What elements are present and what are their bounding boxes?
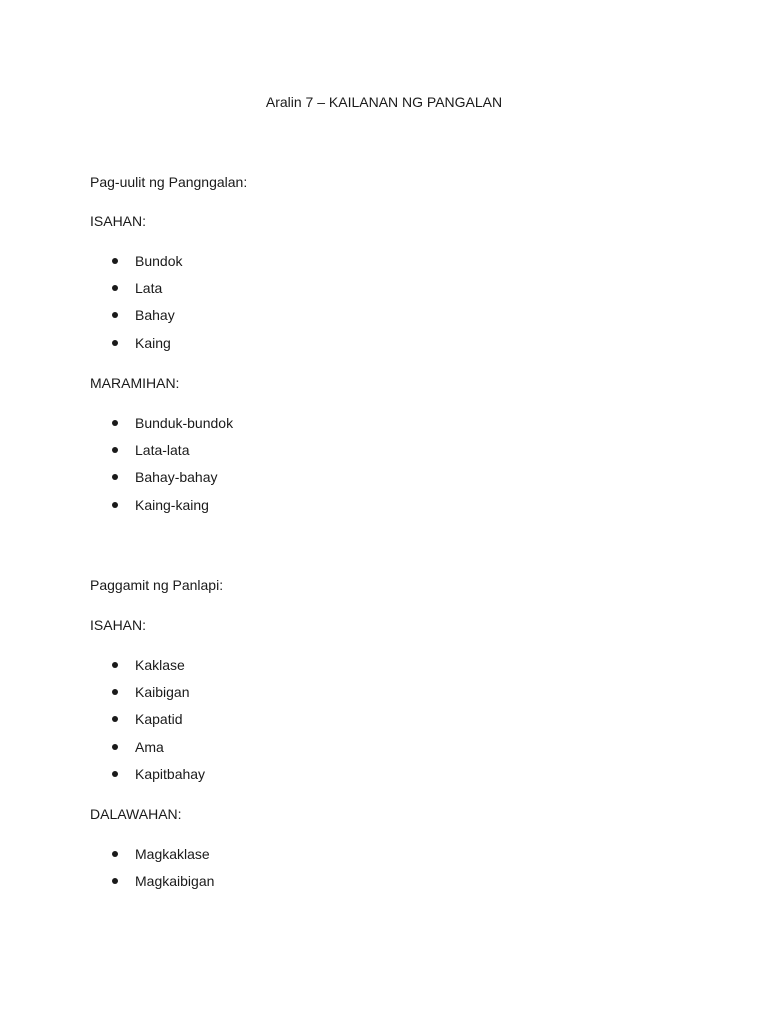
bullet-icon [112,689,118,695]
document-title: Aralin 7 – KAILANAN NG PANGALAN [265,94,503,110]
bullet-icon [112,420,118,426]
bullet-icon [112,716,118,722]
isahan-label: ISAHAN: [90,213,147,229]
bullet-icon [112,447,118,453]
bullet-icon [112,502,118,508]
bullet-icon [112,340,118,346]
bullet-icon [112,878,118,884]
document-page: Aralin 7 – KAILANAN NG PANGALAN Pag-uulit ng Pangngalan: ISAHAN: Bundok Lata Bahay Kaing MARAMIHAN: Bunduk-bundok Lata-lata Bahay-bahay Kaing-kaing Paggamit ng Panlapi: ISAHAN: Kaklase Kaibigan Kapatid Ama Kapitbahay DALAWAHAN: Magkaklase Magkaibigan [0,0,768,1024]
bullet-icon [112,662,118,668]
bullet-icon [112,771,118,777]
bullet-icon [112,744,118,750]
section-heading-pag-uulit: Pag-uulit ng Pangngalan: [90,174,248,190]
bullet-icon [112,851,118,857]
dalawahan-label: DALAWAHAN: [90,806,182,822]
bullet-icon [112,312,118,318]
maramihan-label: MARAMIHAN: [90,375,180,391]
section-heading-paggamit: Paggamit ng Panlapi: [90,577,224,593]
bullet-icon [112,258,118,264]
bullet-icon [112,285,118,291]
bullet-icon [112,474,118,480]
isahan-label-2: ISAHAN: [90,617,147,633]
